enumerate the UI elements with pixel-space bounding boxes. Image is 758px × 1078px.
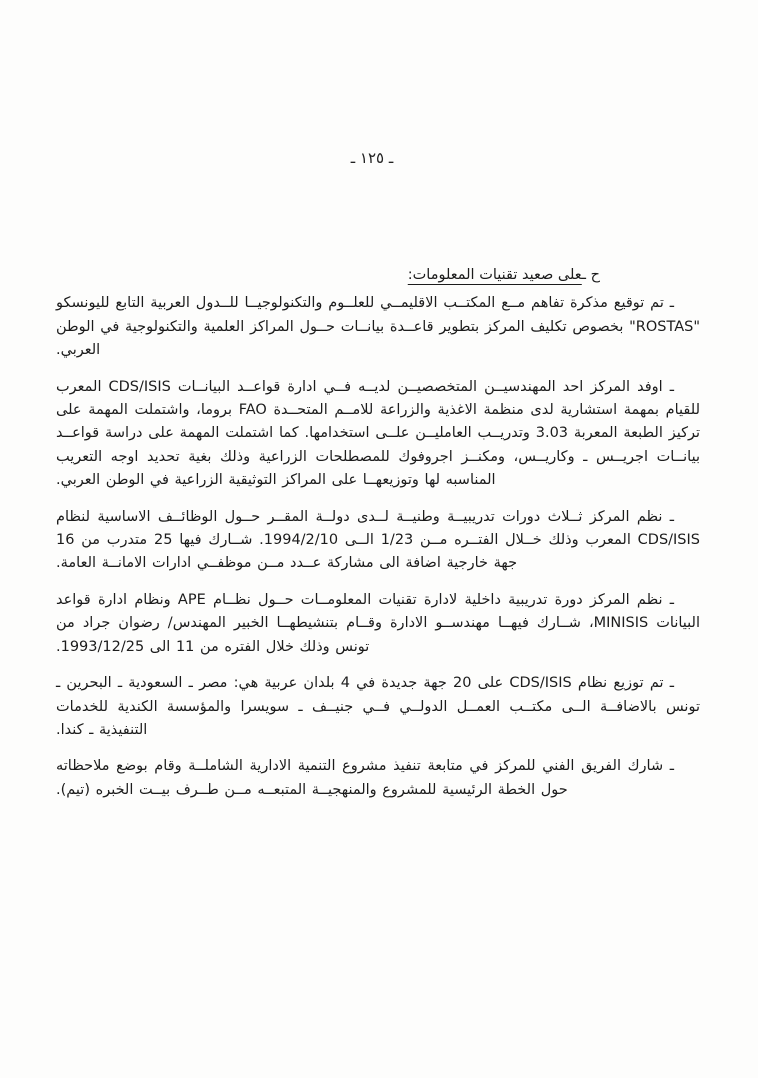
page-number: ـ ١٢٥ ـ [350, 149, 394, 167]
paragraph-technical-team-project: ـ شارك الفريق الفني للمركز في متابعة تنفيذ مشروع التنمية الادارية الشاملــة وقام بوضع ملاحظاته حول الخطة الرئيسية للمشروع والمنهجيــة المتبعــه مــن طــرف بيــت الخبره (تيم). [56, 758, 674, 798]
paragraph-memorandum-rostas: ـ تم توقيع مذكرة تفاهم مــع المكتــب الاقليمــي للعلــوم والتكنولوجيــا للــدول العربية التابع لليونسكو "ROSTAS" بخصوص تكليف المركز بتطوير قاعــدة بيانــات حــول المراكز العلمية والتكنولوجية في الوطن العربي. [56, 295, 700, 359]
paragraph-engineer-fao-mission: ـ اوفد المركز احد المهندسيــن المتخصصيــن لديــه فــي ادارة قواعــد البيانــات CDS/ISIS المعرب للقيام بمهمة استشارية لدى منظمة الاغذية والزراعة للامــم المتحــدة FAO بروما، واشتملت المهمة على تركيز الطبعة المعربة 3.03 وتدريــب العامليــن علــى استخدامها. كما اشتملت المهمة على دراسة قواعــد بيانــات اجريــس ـ وكاريــس، ومكنــز اجروفوك للمصطلحات الزراعية وذلك بغية تحديد اوجه التعريب المناسبه لها وتوزيعهــا على المراكز التوثيقية الزراعية في الوطن العربي. [56, 378, 701, 489]
paragraph-training-courses-cdsisis: ـ نظم المركز ثــلاث دورات تدريبيــة وطنيــة لــدى دولــة المقــر حــول الوظائــف الاساسية لنظام CDS/ISIS المعرب وذلك خــلال الفتــره مــن 1/23 الــى 1994/2/10. شــارك فيها 25 متدرب من 16 جهة خارجية اضافة الى مشاركة عــدد مــن موظفــي ادارات الامانــة العامة. [56, 508, 700, 572]
section-letter: ح ـ [581, 267, 600, 283]
document-body [56, 264, 700, 815]
paragraph-internal-training-minisis: ـ نظم المركز دورة تدريبية داخلية لادارة تقنيات المعلومــات حــول نظــام APE ونظام ادارة قواعد البيانات MINISIS، شــارك فيهــا مهندســو الادارة وقــام بتنشيطهــا الخبير المهندس/ رضوان جراد من تونس وذلك خلال الفتره من 11 الى 1993/12/25. [56, 591, 700, 655]
section-heading [56, 264, 700, 287]
section-title: على صعيد تقنيات المعلومات: [407, 267, 582, 283]
paragraph-cdsisis-distribution: ـ تم توزيع نظام CDS/ISIS على 20 جهة جديدة في 4 بلدان عربية هي: مصر ـ السعودية ـ البحرين ـ تونس بالاضافــة الــى مكتــب العمــل الدولــي فــي جنيــف ـ سويسرا والمؤسسة الكندية للخدمات التنفيذية ـ كندا. [56, 675, 700, 738]
